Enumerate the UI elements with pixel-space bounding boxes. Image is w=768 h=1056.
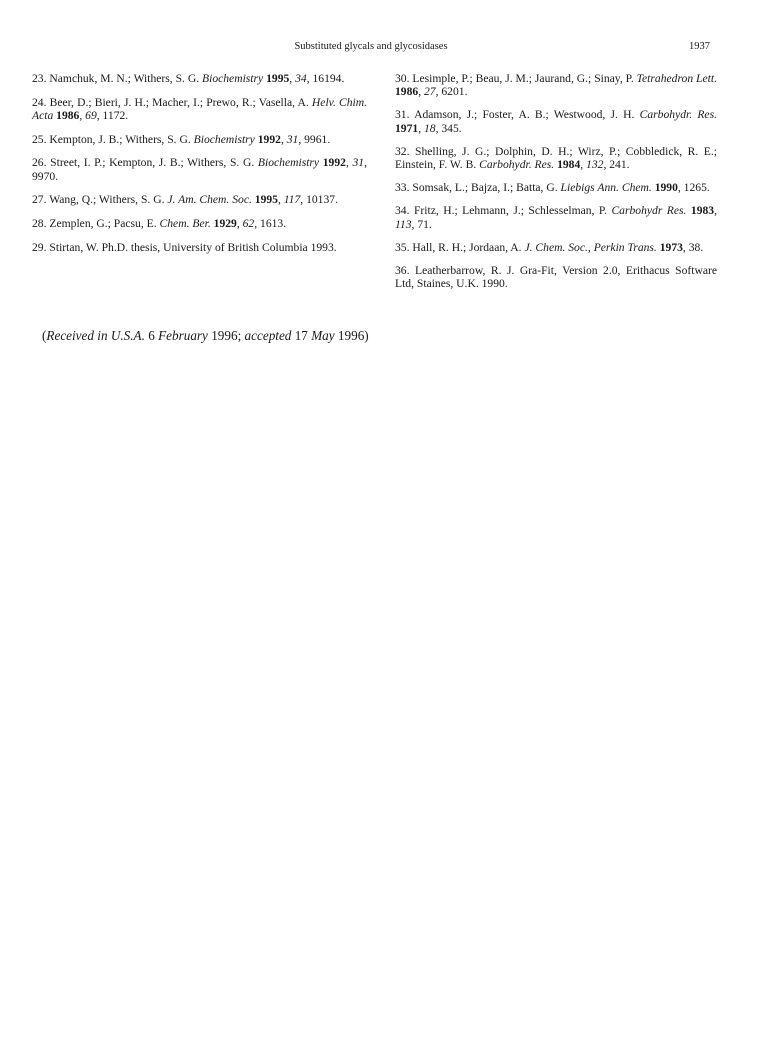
ref-text-part: , 6201.: [435, 85, 468, 99]
ref-text-part: ,: [418, 121, 424, 135]
ref-text-part: , 1265.: [677, 181, 710, 195]
ref-text-part: 1992: [257, 132, 281, 146]
ref-text-part: 1984: [557, 158, 581, 172]
reference-number: 23.: [32, 72, 47, 85]
page-header: [32, 41, 710, 57]
ref-text-part: ,: [280, 132, 287, 146]
ref-text-part: ,: [236, 216, 243, 230]
ref-text-part: 113: [395, 217, 412, 231]
reference-number: 35.: [395, 240, 410, 254]
ref-text-part: 117: [283, 193, 301, 207]
reference-item: [395, 145, 717, 171]
reference-item: [395, 108, 717, 134]
ref-text-part: , 9961.: [298, 132, 331, 146]
ref-text-part: (: [42, 328, 47, 343]
reference-number: 34.: [395, 204, 410, 218]
ref-text-part: ,: [289, 72, 296, 85]
reference-number: 26.: [32, 156, 47, 170]
references-right-column: [395, 72, 717, 300]
reference-number: 36.: [395, 264, 410, 278]
ref-text-part: Lesimple, P.; Beau, J. M.; Jaurand, G.; Sinay, P.: [412, 72, 637, 85]
reference-item: [32, 217, 367, 230]
ref-text-part: Biochemistry: [193, 132, 255, 146]
page-number: 1937: [689, 41, 710, 52]
ref-text-part: 1995: [266, 72, 290, 85]
reference-number: 25.: [32, 132, 47, 146]
ref-text-part: Beer, D.; Bieri, J. H.; Macher, I.; Prewo, R.; Vasella, A.: [49, 95, 312, 109]
ref-text-part: ,: [345, 156, 353, 170]
ref-text-part: ,: [418, 85, 424, 99]
reference-item: [395, 204, 717, 230]
ref-text-part: 1992: [322, 156, 346, 170]
reference-number: 29.: [32, 240, 47, 254]
ref-text-part: , 241.: [603, 158, 630, 172]
ref-text-part: Received in U.S.A.: [46, 328, 145, 343]
received-note: [42, 328, 369, 344]
ref-text-part: Shelling, J. G.; Dolphin, D. H.; Wirz, P.; Cobbledick, R. E.; Einstein, F. W. B.: [395, 144, 717, 172]
ref-text-part: Helv. Chim. Acta: [32, 95, 368, 122]
ref-text-part: , 16194.: [306, 72, 345, 85]
ref-text-part: Chem. Ber.: [159, 216, 211, 230]
ref-text-part: Street, I. P.; Kempton, J. B.; Withers, S. G.: [50, 156, 258, 170]
ref-text-part: Stirtan, W. Ph.D. thesis, University of British Columbia 1993.: [49, 240, 337, 254]
ref-text-part: 6: [144, 328, 159, 343]
ref-text-part: Fritz, H.; Lehmann, J.; Schlesselman, P.: [413, 204, 612, 218]
ref-text-part: 31: [352, 156, 365, 170]
ref-text-part: May: [311, 328, 335, 343]
ref-text-part: 34: [295, 72, 307, 85]
reference-number: 31.: [395, 108, 410, 122]
ref-text-part: 1973: [659, 240, 683, 254]
references-left-column: [32, 72, 367, 264]
ref-text-part: ,: [277, 193, 284, 207]
ref-text-part: 17: [291, 328, 312, 343]
ref-text-part: ,: [714, 204, 717, 218]
reference-number: 33.: [395, 181, 410, 195]
reference-item: [395, 181, 717, 194]
ref-text-part: Somsak, L.; Bajza, I.; Batta, G.: [412, 181, 561, 195]
ref-text-part: Hall, R. H.; Jordaan, A.: [412, 240, 525, 254]
ref-text-part: Carbohydr. Res.: [479, 158, 555, 172]
reference-item: [395, 241, 717, 254]
ref-text-part: Tetrahedron Lett.: [636, 72, 717, 85]
ref-text-part: Wang, Q.; Withers, S. G.: [49, 193, 168, 207]
ref-text-part: 1990: [654, 181, 678, 195]
ref-text-part: 1996;: [207, 328, 245, 343]
reference-number: 28.: [32, 216, 47, 230]
ref-text-part: Namchuk, M. N.; Withers, S. G.: [49, 72, 203, 85]
ref-text-part: 1986: [395, 85, 419, 99]
reference-item: [395, 264, 717, 290]
ref-text-part: , 9970.: [32, 156, 367, 183]
ref-text-part: Zemplen, G.; Pacsu, E.: [49, 216, 160, 230]
ref-text-part: 1986: [56, 108, 80, 122]
reference-number: 24.: [32, 95, 47, 109]
reference-item: [395, 72, 717, 98]
ref-text-part: , 1172.: [96, 108, 129, 122]
reference-number: 32.: [395, 144, 410, 158]
reference-number: 27.: [32, 193, 47, 207]
ref-text-part: February: [158, 328, 208, 343]
ref-text-part: 62: [242, 216, 255, 230]
ref-text-part: 18: [423, 121, 436, 135]
ref-text-part: , 71.: [411, 217, 432, 231]
ref-text-part: Kempton, J. B.; Withers, S. G.: [49, 132, 194, 146]
ref-text-part: 31: [286, 132, 299, 146]
ref-text-part: 1983: [690, 204, 715, 218]
ref-text-part: 1996): [334, 328, 369, 343]
ref-text-part: Adamson, J.; Foster, A. B.; Westwood, J. H.: [414, 108, 640, 122]
ref-text-part: 1971: [395, 121, 419, 135]
ref-text-part: 132: [586, 158, 604, 172]
ref-text-part: 27: [423, 85, 436, 99]
ref-text-part: accepted: [244, 328, 292, 343]
ref-text-part: , 38.: [682, 240, 704, 254]
ref-text-part: , 345.: [435, 121, 462, 135]
reference-item: [32, 96, 367, 122]
ref-text-part: 69: [85, 108, 97, 122]
ref-text-part: Biochemistry: [257, 156, 320, 170]
ref-text-part: J. Chem. Soc., Perkin Trans.: [524, 240, 657, 254]
ref-text-part: 1995: [254, 193, 278, 207]
ref-text-part: ,: [580, 158, 587, 172]
reference-item: [32, 241, 367, 254]
reference-item: [32, 156, 367, 182]
ref-text-part: , 10137.: [300, 193, 338, 207]
reference-number: 30.: [395, 72, 410, 85]
ref-text-part: Carbohydr Res.: [611, 204, 687, 218]
ref-text-part: ,: [79, 108, 86, 122]
running-title: Substituted glycals and glycosidases: [294, 41, 448, 52]
ref-text-part: Carbohydr. Res.: [639, 108, 717, 122]
ref-text-part: Leatherbarrow, R. J. Gra-Fit, Version 2.0, Erithacus Software Ltd, Staines, U.K. 1990.: [395, 264, 717, 291]
reference-item: [32, 133, 367, 146]
ref-text-part: Biochemistry: [202, 72, 264, 85]
ref-text-part: Liebigs Ann. Chem.: [560, 181, 652, 195]
reference-item: [32, 193, 367, 206]
ref-text-part: J. Am. Chem. Soc.: [167, 193, 252, 207]
ref-text-part: 1929: [213, 216, 237, 230]
ref-text-part: , 1613.: [254, 216, 287, 230]
reference-item: [32, 72, 367, 85]
